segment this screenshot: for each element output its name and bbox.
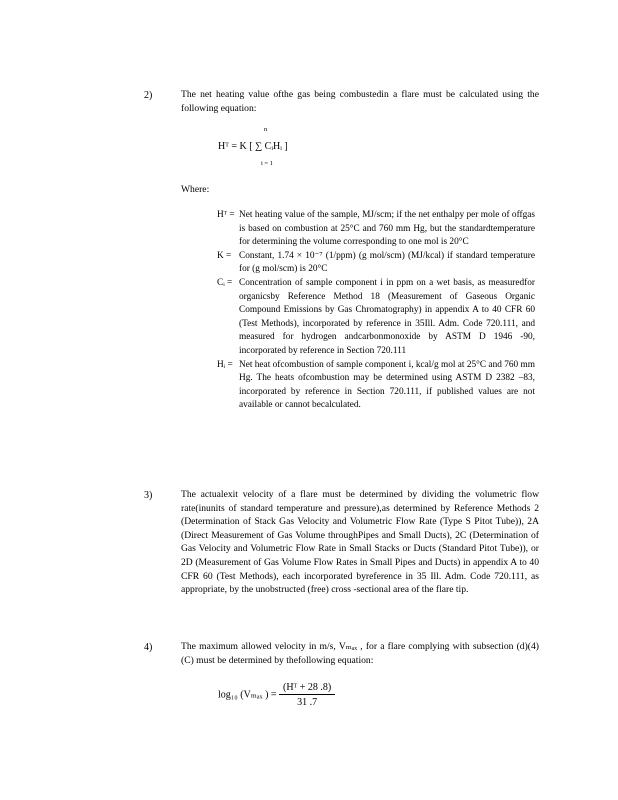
definition-ht [217, 209, 535, 250]
heating-value-equation: Hᵀ = K [ ∑ CᵢHᵢ ] [218, 141, 288, 152]
sum-lower-limit: i = 1 [261, 160, 273, 167]
sum-upper-limit: n [264, 126, 268, 133]
item-3-text: The actualexit velocity of a flare must be determined by dividing the volumetric flow rate(inunits of standard temperature and pressure),as determined by Reference Methods 2 (Determination of Stack Gas Velocity and Volumetric Flow Rate (Type S Pitot Tube)), 2A (Direct Measurement of Gas Volume throughPipes and Small Ducts), 2C (Determination of Gas Velocity and Volumetric Flow Rate in Small Stacks or Ducts (Standard Pitot Tube)), or 2D (Measurement of Gas Volume Flow Rates in Small Pipes and Ducts) in appendix A to 40 CFR 60 (Test Methods), each incorporated byreference in 35 Ill. Adm. Code 720.111, as appropriate, by the unobstructed (free) cross -sectional area of the flare tip. [181, 489, 539, 596]
equation-denominator: 31 .7 [297, 697, 318, 708]
definition-symbol: K = [217, 250, 232, 261]
definition-ci [217, 277, 535, 359]
definition-symbol: Hᵢ = [217, 359, 233, 370]
equation-fraction [279, 682, 335, 708]
definition-hi [217, 359, 535, 413]
where-label: Where: [181, 184, 210, 195]
item-4-number: 4) [144, 642, 153, 653]
definition-text: Net heating value of the sample, MJ/scm; if the net enthalpy per mole of offgas is based on combustion at 25°C and 760 mm Hg, but the standardtemperature for determining the volume corresponding to one mol is 20°C [239, 210, 535, 248]
item-2-text: The net heating value ofthe gas being combustedin a flare must be calculated using the following equation: [181, 89, 539, 114]
equation-numerator: (Hᵀ + 28 .8) [279, 682, 335, 695]
definition-symbol: Cᵢ = [217, 277, 233, 288]
item-4-text: The maximum allowed velocity in m/s, Vₘₐₓ , for a flare complying with subsection (d)(4)(C) must be determined by thefollowing equation: [181, 641, 539, 666]
item-2-number: 2) [144, 90, 153, 101]
item-3-number: 3) [144, 490, 153, 501]
equation-lhs: log₁₀ (Vₘₐₓ ) = [218, 689, 277, 701]
definition-symbol: Hᵀ = [217, 210, 235, 220]
definition-k [217, 250, 535, 277]
definition-text: Constant, 1.74 × 10⁻⁷ (1/ppm) (g mol/scm) (MJ/kcal) if standard temperature for (g mol/scm) is 20°C [239, 250, 535, 275]
definition-text: Net heat ofcombustion of sample component i, kcal/g mol at 25°C and 760 mm Hg. The heats ofcombustion may be determined using ASTM D 2382 –83, incorporated by reference in Section 720.111, if published values are not available or cannot becalculated. [239, 359, 535, 411]
definition-text: Concentration of sample component i in ppm on a wet basis, as measuredfor organicsby Reference Method 18 (Measurement of Gaseous Organic Compound Emissions by Gas Chromatography) in appendix A to 40 CFR 60 (Test Methods), incorporated by reference in 35Ill. Adm. Code 720.111, and measured for hydrogen andcarbonmonoxide by ASTM D 1946 -90, incorporated by reference in Section 720.111 [239, 277, 535, 356]
max-velocity-equation [218, 682, 335, 708]
definitions-list [217, 209, 535, 413]
